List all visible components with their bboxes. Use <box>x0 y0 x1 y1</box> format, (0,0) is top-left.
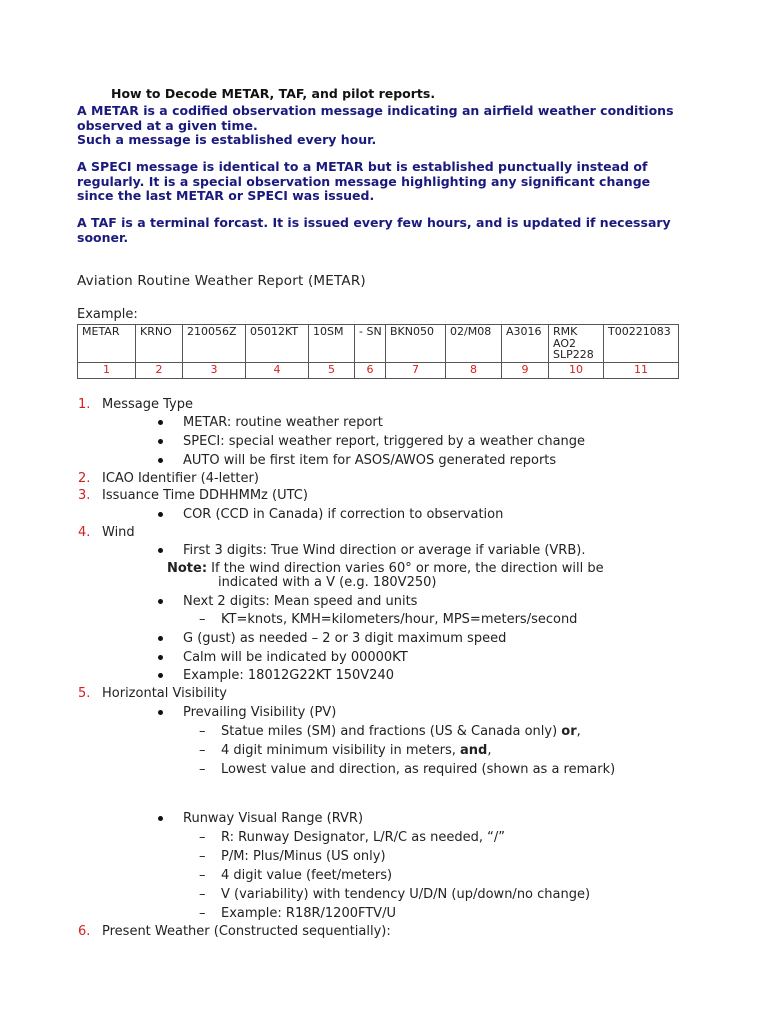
bullet-item: Prevailing Visibility (PV) <box>183 705 337 720</box>
dash-bullet: – <box>199 906 206 921</box>
intro-taf <box>77 216 671 245</box>
bullet-item: METAR: routine weather report <box>183 415 383 430</box>
sub-item: KT=knots, KMH=kilometers/hour, MPS=meters/second <box>221 612 578 627</box>
list-item-label: Horizontal Visibility <box>102 686 227 701</box>
intro-line: since the last METAR or SPECI was issued. <box>77 188 375 203</box>
sub-item-tail: , <box>487 743 492 758</box>
bullet-icon <box>158 655 163 660</box>
metar-cell: KRNO <box>136 325 183 363</box>
document-title: How to Decode METAR, TAF, and pilot reports. <box>111 86 436 101</box>
bullet-item: First 3 digits: True Wind direction or average if variable (VRB). <box>183 543 586 558</box>
metar-cell: 05012KT <box>246 325 309 363</box>
note-text-continued: indicated with a V (e.g. 180V250) <box>218 575 437 590</box>
bullet-item: G (gust) as needed – 2 or 3 digit maximum speed <box>183 631 507 646</box>
metar-cell: 210056Z <box>183 325 246 363</box>
intro-line: A TAF is a terminal forcast. It is issued every few hours, and is updated if necessary <box>77 215 671 230</box>
list-number: 3. <box>78 488 91 503</box>
metar-number-cell: 3 <box>183 363 246 379</box>
metar-example-table <box>77 324 679 379</box>
metar-cell: RMK AO2 SLP228 <box>549 325 604 363</box>
list-item-wind <box>78 525 135 540</box>
metar-number-cell: 9 <box>502 363 549 379</box>
sub-item <box>221 724 581 739</box>
bullet-icon <box>158 599 163 604</box>
list-item-issuance-time <box>78 488 308 503</box>
metar-cell: METAR <box>78 325 136 363</box>
bullet-item: Example: 18012G22KT 150V240 <box>183 668 394 683</box>
metar-cell: BKN050 <box>386 325 446 363</box>
list-item-message-type <box>78 397 193 412</box>
sub-item-text: 4 digit minimum visibility in meters, <box>221 743 461 758</box>
bullet-item: SPECI: special weather report, triggered by a weather change <box>183 434 586 449</box>
list-item-label: Message Type <box>102 397 193 412</box>
sub-item: Lowest value and direction, as required (shown as a remark) <box>221 762 616 777</box>
sub-item: P/M: Plus/Minus (US only) <box>221 849 386 864</box>
intro-line: observed at a given time. <box>77 117 258 133</box>
metar-number-cell: 7 <box>386 363 446 379</box>
bullet-item: AUTO will be first item for ASOS/AWOS generated reports <box>183 453 557 468</box>
bullet-icon <box>158 636 163 641</box>
metar-number-cell: 2 <box>136 363 183 379</box>
dash-bullet: – <box>199 743 206 758</box>
metar-number-cell: 1 <box>78 363 136 379</box>
intro-line: sooner. <box>77 229 129 245</box>
dash-bullet: – <box>199 762 206 777</box>
bullet-icon <box>158 420 163 425</box>
list-item-label: Wind <box>102 525 135 540</box>
sub-item-emphasis: or <box>561 724 577 739</box>
bullet-icon <box>158 710 163 715</box>
intro-speci <box>77 160 650 204</box>
metar-number-cell: 6 <box>355 363 386 379</box>
intro-line: regularly. It is a special observation message highlighting any significant change <box>77 173 651 189</box>
wind-note <box>167 561 604 576</box>
sub-item: 4 digit value (feet/meters) <box>221 868 393 883</box>
list-number: 2. <box>78 471 91 486</box>
metar-numbers-row <box>78 363 679 379</box>
sub-item: Example: R18R/1200FTV/U <box>221 906 396 921</box>
list-number: 5. <box>78 686 91 701</box>
dash-bullet: – <box>199 612 206 627</box>
intro-line: A METAR is a codified observation message indicating an airfield weather conditions <box>77 103 674 118</box>
list-item-icao <box>78 471 259 486</box>
sub-item: V (variability) with tendency U/D/N (up/down/no change) <box>221 887 591 902</box>
list-number: 4. <box>78 525 91 540</box>
metar-number-cell: 4 <box>246 363 309 379</box>
dash-bullet: – <box>199 830 206 845</box>
dash-bullet: – <box>199 724 206 739</box>
list-item-label: Present Weather (Constructed sequentially): <box>102 924 391 939</box>
example-label: Example: <box>77 307 138 322</box>
sub-item-text: Statue miles (SM) and fractions (US & Canada only) <box>221 724 562 739</box>
dash-bullet: – <box>199 849 206 864</box>
intro-line: A SPECI message is identical to a METAR but is established punctually instead of <box>77 159 648 174</box>
metar-cell: 10SM <box>309 325 355 363</box>
dash-bullet: – <box>199 887 206 902</box>
bullet-icon <box>158 673 163 678</box>
metar-number-cell: 5 <box>309 363 355 379</box>
metar-number-cell: 10 <box>549 363 604 379</box>
note-label: Note: <box>167 561 208 576</box>
bullet-icon <box>158 816 163 821</box>
bullet-icon <box>158 439 163 444</box>
list-item-present-weather <box>78 924 391 939</box>
bullet-icon <box>158 548 163 553</box>
bullet-item: Next 2 digits: Mean speed and units <box>183 594 418 609</box>
list-item-label: Issuance Time DDHHMMz (UTC) <box>102 488 308 503</box>
sub-item-tail: , <box>576 724 581 739</box>
metar-number-cell: 8 <box>446 363 502 379</box>
bullet-item: Calm will be indicated by 00000KT <box>183 650 408 665</box>
list-item-horizontal-visibility <box>78 686 227 701</box>
list-number: 6. <box>78 924 91 939</box>
section-heading: Aviation Routine Weather Report (METAR) <box>77 273 366 289</box>
metar-cell: T00221083 <box>604 325 679 363</box>
intro-line: Such a message is established every hour. <box>77 132 377 147</box>
note-text: If the wind direction varies 60° or more, the direction will be <box>207 561 604 576</box>
bullet-icon <box>158 458 163 463</box>
metar-cell: A3016 <box>502 325 549 363</box>
bullet-item: Runway Visual Range (RVR) <box>183 811 364 826</box>
sub-item: R: Runway Designator, L/R/C as needed, “/” <box>221 830 505 845</box>
dash-bullet: – <box>199 868 206 883</box>
bullet-item: COR (CCD in Canada) if correction to observation <box>183 507 504 522</box>
intro-metar <box>77 104 674 148</box>
metar-cell: - SN <box>355 325 386 363</box>
list-number: 1. <box>78 397 91 412</box>
metar-number-cell: 11 <box>604 363 679 379</box>
bullet-icon <box>158 512 163 517</box>
metar-values-row <box>78 325 679 363</box>
sub-item-emphasis: and <box>460 743 488 758</box>
list-item-label: ICAO Identifier (4-letter) <box>102 471 259 486</box>
metar-cell: 02/M08 <box>446 325 502 363</box>
sub-item <box>221 743 492 758</box>
